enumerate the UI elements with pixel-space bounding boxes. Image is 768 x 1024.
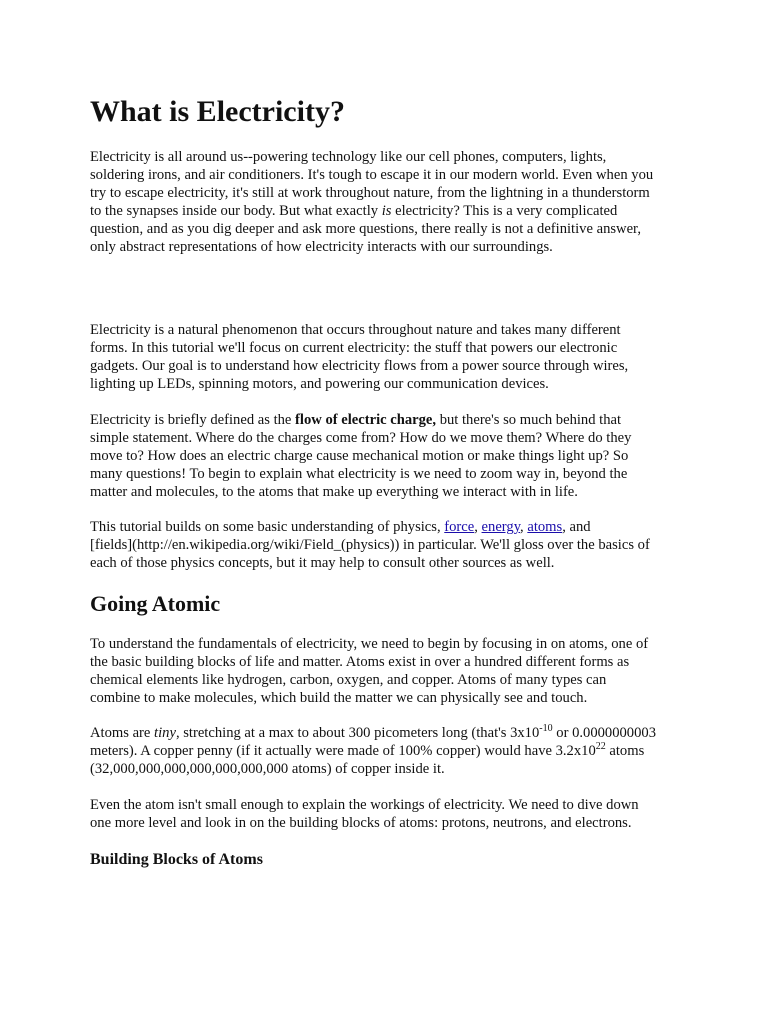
text-line: try to escape electricity, it's still at work throughout nature, from the lightning in a thunderstorm [90, 185, 650, 201]
text-line: each of those physics concepts, but it may help to consult other sources as well. [90, 555, 555, 571]
text-line: gadgets. Our goal is to understand how electricity flows from a power source through wires, [90, 358, 629, 374]
bold-flow-of-electric-charge: flow of electric charge, [295, 412, 437, 428]
text-run: atoms [605, 743, 645, 759]
text-line [90, 724, 680, 742]
paragraph-natural-phenomenon [90, 321, 680, 393]
text-line: many questions! To begin to explain what electricity is we need to zoom way in, beyond the [90, 466, 628, 482]
emphasis-is: is [381, 203, 392, 219]
text-run: to the synapses inside our body. But what exactly [90, 203, 382, 219]
intro-paragraph [90, 148, 680, 256]
text-line [90, 411, 680, 429]
paragraph-dive-deeper [90, 796, 680, 832]
superscript-exponent: 22 [595, 741, 606, 753]
text-run: , [474, 519, 482, 535]
text-line: only abstract representations of how electricity interacts with our surroundings. [90, 239, 553, 255]
text-line: lighting up LEDs, spinning motors, and powering our communication devices. [90, 376, 549, 392]
text-line: (32,000,000,000,000,000,000,000 atoms) of copper inside it. [90, 761, 445, 777]
text-line: move to? How does an electric charge cause mechanical motion or make things light up? So [90, 448, 629, 464]
text-line: soldering irons, and air conditioners. It's tough to escape it in our modern world. Even when you [90, 167, 654, 183]
text-line: To understand the fundamentals of electricity, we need to begin by focusing in on atoms, one of [90, 636, 649, 652]
link-force[interactable]: force [444, 519, 475, 535]
text-run: , [520, 519, 528, 535]
text-line: Electricity is all around us--powering technology like our cell phones, computers, lights, [90, 149, 607, 165]
text-line: Even the atom isn't small enough to explain the workings of electricity. We need to dive down [90, 797, 639, 813]
text-run: or 0.0000000003 [552, 725, 656, 741]
section-heading-going-atomic: Going Atomic [90, 591, 221, 616]
text-line: Electricity is a natural phenomenon that occurs throughout nature and takes many different [90, 322, 621, 338]
text-line [90, 202, 680, 220]
text-line: the basic building blocks of life and matter. Atoms exist in over a hundred different forms as [90, 654, 630, 670]
text-run: , stretching at a max to about 300 picometers long (that's 3x10 [175, 725, 540, 741]
text-line: matter and molecules, to the atoms that make up everything we interact with in life. [90, 484, 578, 500]
text-line: question, and as you dig deeper and ask more questions, there really is not a definitive answer, [90, 221, 641, 237]
paragraph-atoms-intro [90, 635, 680, 707]
emphasis-tiny: tiny [154, 725, 176, 741]
text-line [90, 742, 680, 760]
link-energy[interactable]: energy [481, 519, 521, 535]
text-run: but there's so much behind that [436, 412, 622, 428]
paragraph-atom-size [90, 724, 680, 778]
text-line: chemical elements like hydrogen, carbon, oxygen, and copper. Atoms of many types can [90, 672, 607, 688]
text-line: forms. In this tutorial we'll focus on current electricity: the stuff that powers our electronic [90, 340, 618, 356]
text-line: [fields](http://en.wikipedia.org/wiki/Field_(physics)) in particular. We'll gloss over the basics of [90, 537, 650, 553]
text-line: simple statement. Where do the charges come from? How do we move them? Where do they [90, 430, 632, 446]
text-run: Electricity is briefly defined as the [90, 412, 296, 428]
link-atoms[interactable]: atoms [527, 519, 563, 535]
page-title: What is Electricity? [90, 95, 345, 128]
text-line [90, 518, 680, 536]
superscript-exponent: -10 [539, 723, 553, 735]
text-run: Atoms are [90, 725, 155, 741]
text-run: electricity? This is a very complicated [391, 203, 618, 219]
text-line: one more level and look in on the building blocks of atoms: protons, neutrons, and electrons. [90, 815, 632, 831]
text-run: This tutorial builds on some basic understanding of physics, [90, 519, 445, 535]
paragraph-prerequisites [90, 518, 680, 572]
paragraph-definition [90, 411, 680, 501]
subsection-heading-building-blocks: Building Blocks of Atoms [90, 851, 263, 868]
text-run: meters). A copper penny (if it actually were made of 100% copper) would have 3.2x10 [90, 743, 596, 759]
text-run: , and [562, 519, 591, 535]
text-line: combine to make molecules, which build the matter we can physically see and touch. [90, 690, 588, 706]
